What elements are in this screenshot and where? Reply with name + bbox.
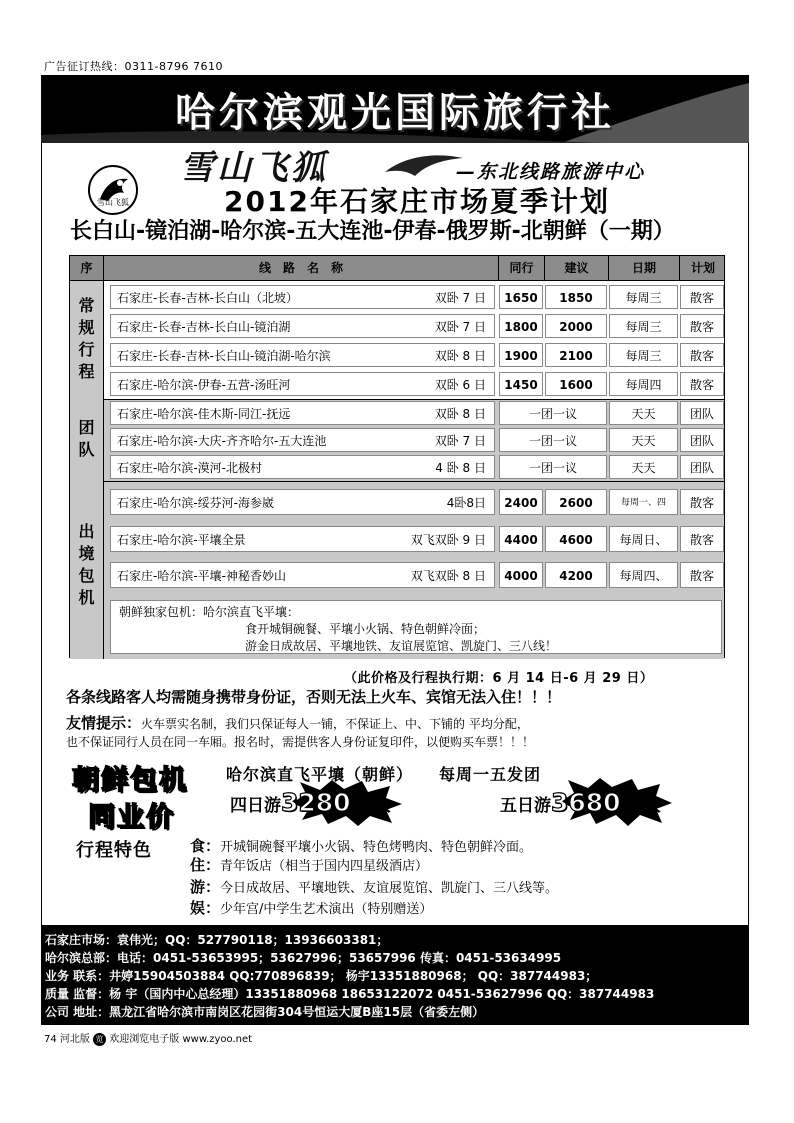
price-cell: 一团一议 — [499, 401, 607, 425]
table-row — [104, 560, 726, 590]
header-plan: 计划 — [690, 261, 715, 275]
date-cell: 每周日、 — [609, 526, 678, 552]
tagline: —东北线路旅游中心 — [456, 161, 646, 183]
agency-name: 哈尔滨观光国际旅行社 — [175, 90, 615, 136]
group-label-team: 团队 — [70, 399, 104, 481]
date-cell: 天天 — [609, 455, 678, 479]
contact-panel — [41, 925, 749, 1025]
group-divider — [70, 481, 724, 482]
peer-price: 4000 — [499, 562, 543, 588]
route-cell: 石家庄-哈尔滨-平壤-神秘香妙山 双飞双卧 8 日 — [110, 562, 495, 588]
four-day-price: 3280 — [281, 788, 351, 817]
brand-swoosh-graphic — [385, 152, 465, 182]
group-label-outbound: 出境包机 — [70, 481, 104, 659]
date-cell: 天天 — [609, 428, 678, 452]
five-day-price: 3680 — [551, 788, 621, 817]
date-cell: 每周三 — [609, 285, 678, 309]
suggest-price: 1600 — [545, 372, 607, 396]
contact-line: 哈尔滨总部：电话：0451-53653995；53627996；53657996 传真：0451-53634995 — [45, 951, 562, 965]
contact-line: 石家庄市场：袁伟光；QQ：527790118；13936603381； — [45, 933, 389, 947]
suggest-price: 4200 — [545, 562, 607, 588]
table-row — [104, 312, 726, 340]
tip-label: 友情提示： — [66, 714, 142, 732]
route-cell: 石家庄-长春-吉林-长白山-镜泊湖 双卧 7 日 — [110, 314, 495, 338]
date-cell: 天天 — [609, 401, 678, 425]
peer-price: 1900 — [499, 343, 543, 367]
page-footer — [44, 1030, 252, 1046]
table-header — [70, 256, 724, 281]
table-row — [104, 399, 726, 427]
feature-item: 食：开城铜碗餐平壤小火锅、特色烤鸭肉、特色朝鲜冷面。 — [190, 837, 533, 855]
itinerary-table — [69, 255, 725, 658]
peer-price-headline: 同业价 — [88, 802, 175, 833]
table-row — [104, 341, 726, 369]
route-cell: 石家庄-哈尔滨-佳木斯-同江-抚远 双卧 8 日 — [110, 401, 495, 425]
group-label-regular: 常规行程 — [70, 281, 104, 399]
feature-item: 游：今日成故居、平壤地铁、友谊展览馆、凯旋门、三八线等。 — [190, 878, 559, 896]
charter-line: 游金日成故居、平壤地铁、友谊展览馆、凯旋门、三八线！ — [245, 639, 558, 653]
route-header: 长白山-镜泊湖-哈尔滨-五大连池-伊春-俄罗斯-北朝鲜（一期） — [70, 219, 675, 244]
charter-line: 朝鲜独家包机：哈尔滨直飞平壤： — [119, 605, 300, 619]
validity-period: （此价格及行程执行期：6 月 14 日-6 月 29 日） — [344, 671, 654, 686]
brand-name: 雪山飞狐 — [180, 148, 328, 188]
date-cell: 每周四 — [609, 372, 678, 396]
date-cell: 每周三 — [609, 343, 678, 367]
suggest-price: 2000 — [545, 314, 607, 338]
header-date: 日期 — [609, 256, 680, 281]
header-peer: 同行 — [499, 256, 545, 281]
plan-cell: 团队 — [680, 455, 724, 479]
ad-hotline: 广告征订热线：0311-8796 7610 — [44, 60, 223, 73]
friendly-tip — [66, 714, 726, 751]
logo-caption: 雪山飞狐 — [97, 198, 129, 207]
four-day-deal: 四日游3280元/人 — [230, 788, 391, 817]
route-cell: 石家庄-哈尔滨-伊春-五营-汤旺河 双卧 6 日 — [110, 372, 495, 396]
page-number: 74 河北版 — [44, 1034, 90, 1045]
five-day-deal: 五日游3680元/人 — [500, 788, 661, 817]
suggest-price: 2100 — [545, 343, 607, 367]
price-cell: 一团一议 — [499, 455, 607, 479]
header-seq: 序 — [70, 256, 104, 281]
plan-cell: 散客 — [680, 343, 724, 367]
date-cell: 每周一、四 — [609, 489, 678, 515]
peer-price: 1650 — [499, 285, 543, 309]
plan-cell: 团队 — [680, 428, 724, 452]
header-banner — [41, 75, 749, 143]
date-cell: 每周四、 — [609, 562, 678, 588]
contact-line: 质量 监督：杨 宇（国内中心总经理）13351880968 18653122072 0451-53627996 QQ：387744983 — [45, 987, 655, 1001]
route-cell: 石家庄-长春-吉林-长白山（北坡） 双卧 7 日 — [110, 285, 495, 309]
suggest-price: 4600 — [545, 526, 607, 552]
header-route: 线 路 名 称 — [104, 256, 499, 281]
feature-item: 住：青年饭店（相当于国内四星级酒店） — [190, 856, 429, 874]
plan-cell: 散客 — [680, 489, 724, 515]
price-cell: 一团一议 — [499, 428, 607, 452]
browse-badge-icon: 览 — [93, 1033, 106, 1046]
peer-price: 1450 — [499, 372, 543, 396]
header-suggest: 建议 — [545, 256, 609, 281]
plan-cell: 散客 — [680, 562, 724, 588]
suggest-price: 1850 — [545, 285, 607, 309]
contact-line: 公司 地址：黑龙江省哈尔滨市南岗区花园街304号恒运大厦B座15层（省委左侧） — [45, 1005, 485, 1019]
table-row — [104, 426, 726, 454]
features-title: 行程特色 — [76, 840, 152, 861]
table-row — [104, 283, 726, 311]
charter-note-box — [110, 600, 722, 654]
peer-price: 4400 — [499, 526, 543, 552]
feature-item: 娱：少年宫/中学生艺术演出（特别赠送） — [190, 899, 433, 917]
suggest-price: 2600 — [545, 489, 607, 515]
route-cell: 石家庄-哈尔滨-大庆-齐齐哈尔-五大连池 双卧 7 日 — [110, 428, 495, 452]
tip-text: 也不保证同行人员在同一车厢。报名时，需提供客人身份证复印件，以便购买车票！！！ — [66, 735, 535, 749]
route-cell: 石家庄-哈尔滨-绥芬河-海参崴 4卧8日 — [110, 489, 495, 515]
plan-cell: 团队 — [680, 401, 724, 425]
table-row — [104, 487, 726, 517]
plan-cell: 散客 — [680, 372, 724, 396]
route-cell: 石家庄-哈尔滨-平壤全景 双飞双卧 9 日 — [110, 526, 495, 552]
route-cell: 石家庄-哈尔滨-漠河-北极村 4 卧 8 日 — [110, 455, 495, 479]
table-row — [104, 524, 726, 554]
table-row — [104, 453, 726, 481]
charter-line: 食开城铜碗餐、平壤小火锅、特色朝鲜冷面； — [245, 622, 486, 636]
season-title: 2012年石家庄市场夏季计划 — [224, 185, 610, 218]
charter-note — [104, 594, 726, 656]
date-cell: 每周三 — [609, 314, 678, 338]
route-cell: 石家庄-长春-吉林-长白山-镜泊湖-哈尔滨 双卧 8 日 — [110, 343, 495, 367]
peer-price: 1800 — [499, 314, 543, 338]
id-warning: 各条线路客人均需随身携带身份证，否则无法上火车、宾馆无法入住！！！ — [66, 688, 562, 706]
peer-price: 2400 — [499, 489, 543, 515]
plan-cell: 散客 — [680, 285, 724, 309]
tip-text: 火车票实名制，我们只保证每人一铺，不保证上、中、下铺的 平均分配， — [141, 717, 529, 731]
plan-cell: 散客 — [680, 526, 724, 552]
charter-promo-headline: 朝鲜包机 — [72, 765, 188, 796]
promo-route-line: 哈尔滨直飞平壤（朝鲜） 每周一五发团 — [226, 765, 542, 784]
contact-line: 业务 联系：井婷15904503884 QQ:770896839； 杨宇13351880968； QQ：387744983； — [45, 969, 598, 983]
plan-cell: 散客 — [680, 314, 724, 338]
table-row — [104, 370, 726, 398]
footer-link[interactable]: 欢迎浏览电子版 www.zyoo.net — [109, 1034, 253, 1045]
